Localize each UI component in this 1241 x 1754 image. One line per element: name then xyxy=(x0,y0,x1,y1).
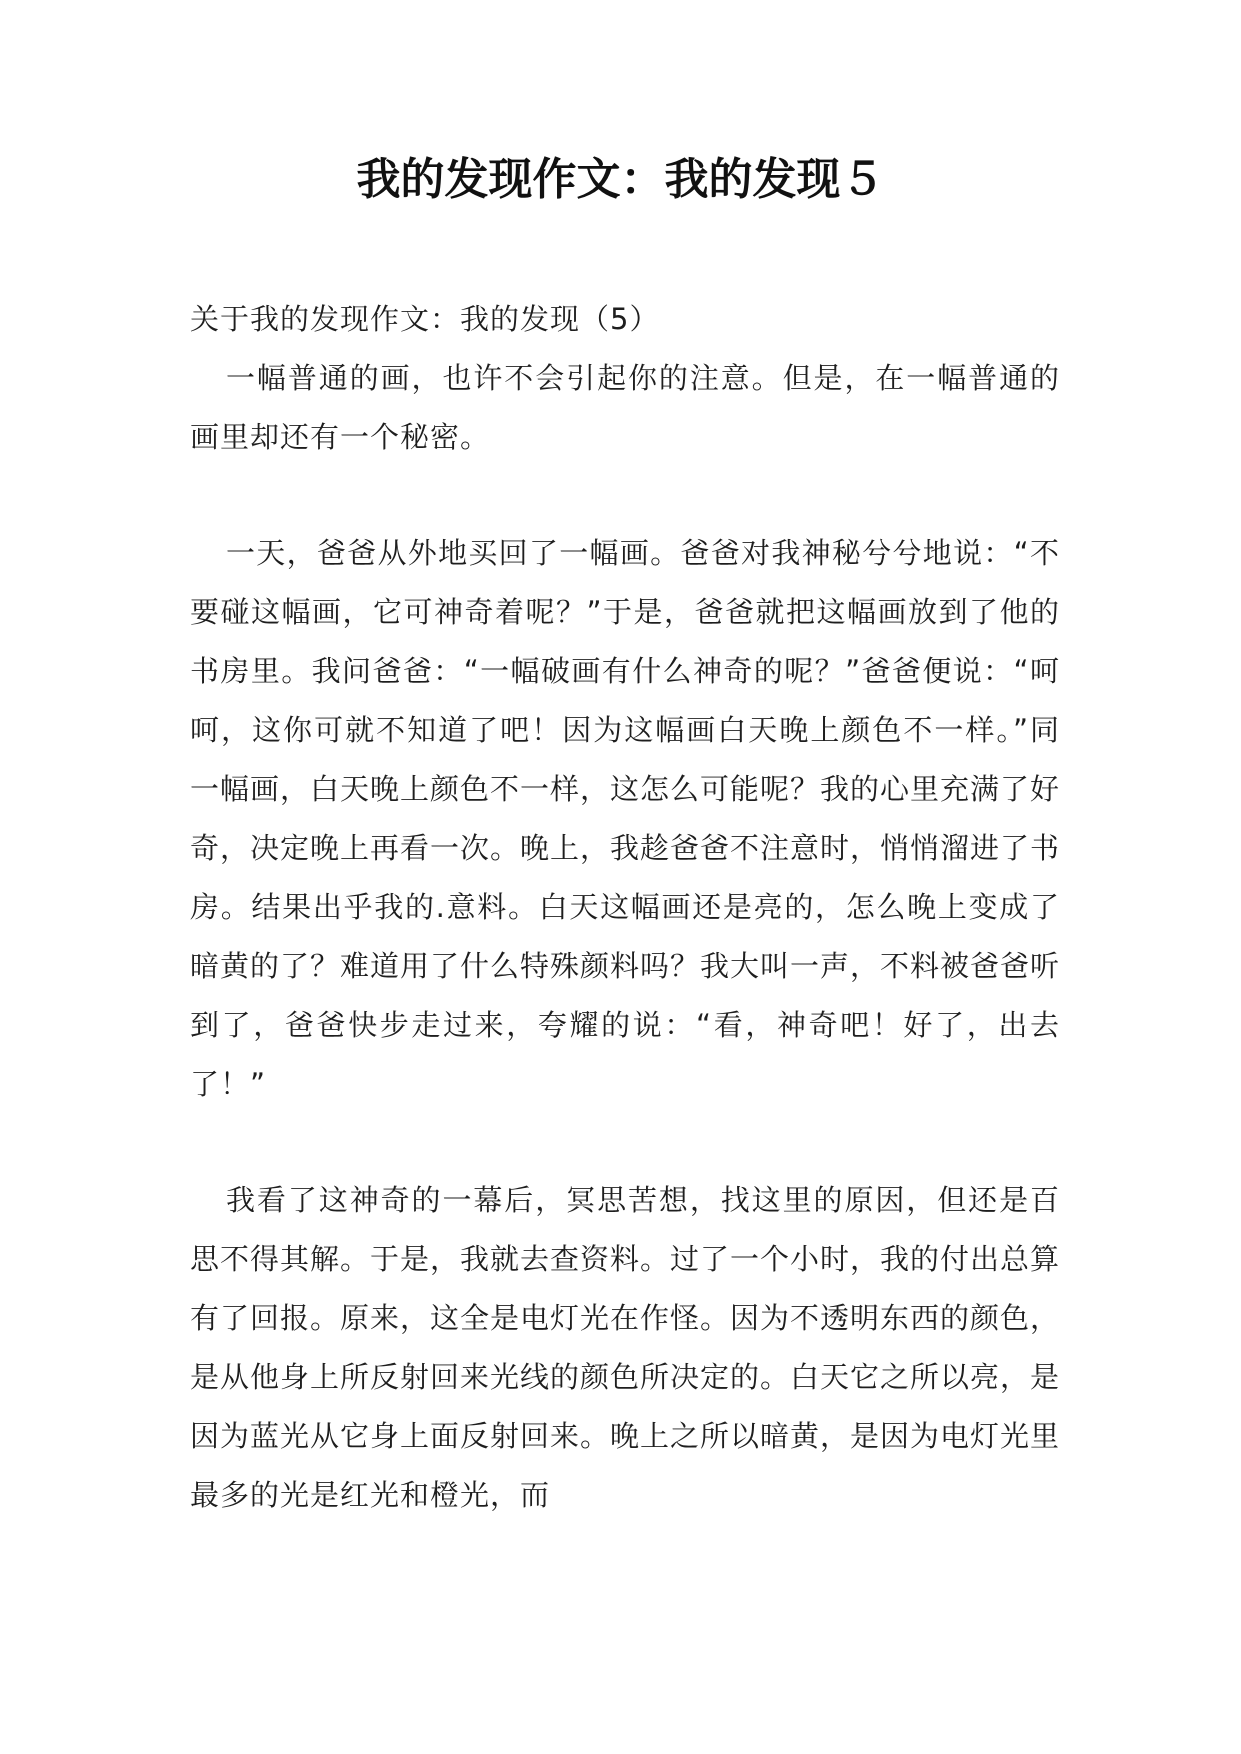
document-title: 我的发现作文：我的发现５ xyxy=(356,154,885,205)
document-body xyxy=(190,290,1060,1582)
document-subtitle: 关于我的发现作文：我的发现（5） xyxy=(190,302,660,336)
paragraph-3: 我看了这神奇的一幕后，冥思苦想，找这里的原因，但还是百思不得其解。于是，我就去查资料。过了一个小时，我的付出总算有了回报。原来，这全是电灯光在作怪。因为不透明东西的颜色，是从他身上所反射回来光线的颜色所决定的。白天它之所以亮，是因为蓝光从它身上面反射回来。晚上之所以暗黄，是因为电灯光里最多的光是红光和橙光，而 xyxy=(190,1183,1061,1512)
paragraph-1: 一幅普通的画，也许不会引起你的注意。但是，在一幅普通的画里却还有一个秘密。 xyxy=(190,361,1060,454)
paragraph-2: 一天，爸爸从外地买回了一幅画。爸爸对我神秘兮兮地说：“不要碰这幅画，它可神奇着呢？”于是，爸爸就把这幅画放到了他的书房里。我问爸爸：“一幅破画有什么神奇的呢？”爸爸便说：“呵呵，这你可就不知道了吧！因为这幅画白天晚上颜色不一样。”同一幅画，白天晚上颜色不一样，这怎么可能呢？我的心里充满了好奇，决定晚上再看一次。晚上，我趁爸爸不注意时，悄悄溜进了书房。结果出乎我的.意料。白天这幅画还是亮的，怎么晚上变成了暗黄的了？难道用了什么特殊颜料吗？我大叫一声，不料被爸爸听到了，爸爸快步走过来，夸耀的说：“看，神奇吧！好了，出去了！” xyxy=(190,536,1061,1101)
